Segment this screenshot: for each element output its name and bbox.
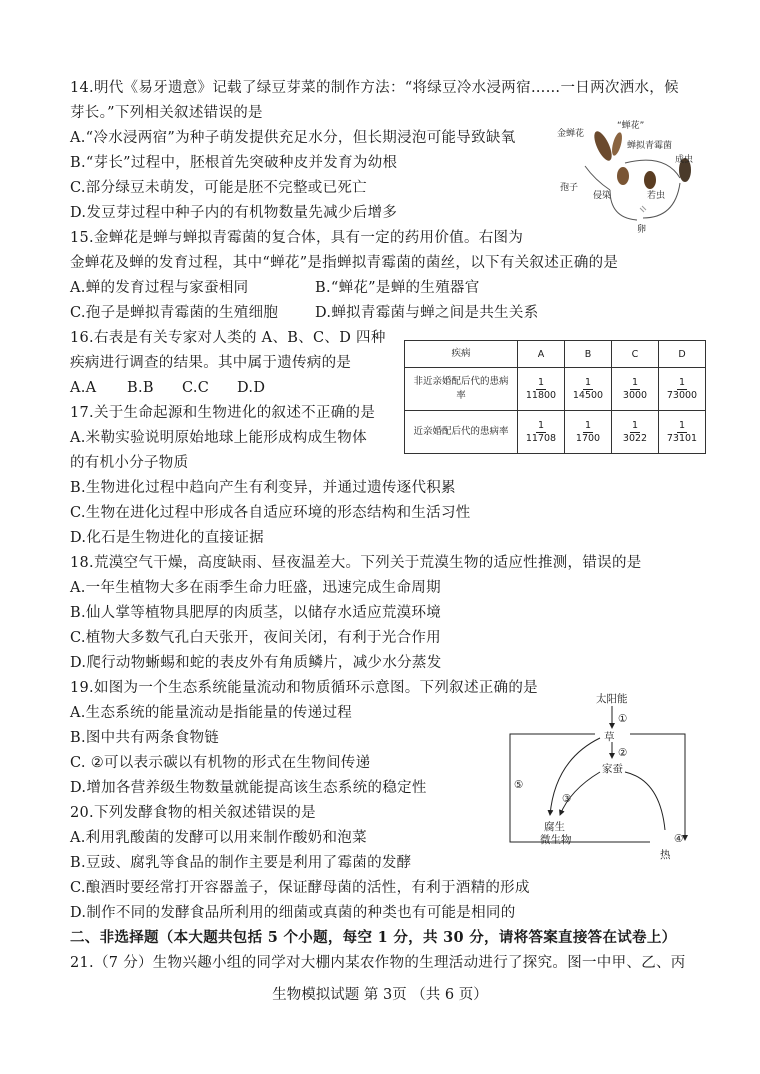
label-circle-1: ① (618, 713, 628, 725)
label-circle-5: ⑤ (514, 779, 524, 791)
table-header-c: C (612, 341, 659, 368)
table-cell (612, 368, 659, 411)
fraction-denominator: 3022 (622, 432, 648, 444)
section-heading-nonchoice: 二、非选择题（本大题共包括 5 个小题，每空 1 分，共 30 分，请将答案直接答在试卷上） (70, 929, 677, 946)
label-spore: 孢子 (560, 183, 579, 193)
label-nymph: 若虫 (647, 191, 666, 201)
table-row-label: 非近亲婚配后代的患病率 (405, 368, 518, 411)
table-header-b: B (565, 341, 612, 368)
label-circle-2: ② (618, 747, 628, 759)
label-fungus: 蝉拟青霉菌 (627, 141, 673, 151)
q18-stem: 18.荒漠空气干燥，高度缺雨、昼夜温差大。下列关于荒漠生物的适应性推测，错误的是 (70, 555, 642, 571)
q18-option-c: C.植物大多数气孔白天张开，夜间关闭，有利于光合作用 (70, 630, 441, 646)
label-circle-3: ③ (562, 793, 572, 805)
q15-option-c: C.孢子是蝉拟青霉菌的生殖细胞 (70, 305, 279, 321)
table-row-label: 近亲婚配后代的患病率 (405, 411, 518, 454)
q18-option-d: D.爬行动物蜥蜴和蛇的表皮外有角质鳞片，减少水分蒸发 (70, 655, 442, 671)
q16-stem-line2: 疾病进行调查的结果。其中属于遗传病的是 (70, 355, 352, 371)
label-egg: 卵 (637, 225, 647, 235)
cicada-flower-image (591, 129, 615, 163)
fraction-denominator: 1700 (575, 432, 601, 444)
ecosystem-diagram (500, 690, 700, 865)
label-heat: 热 (660, 849, 671, 861)
table-row (405, 368, 706, 411)
q16-option-b: B.B (127, 380, 154, 396)
fraction-numerator: 1 (678, 376, 686, 388)
q20-option-b: B.豆豉、腐乳等食品的制作主要是利用了霉菌的发酵 (70, 855, 412, 871)
fraction-numerator: 1 (584, 419, 592, 431)
fraction-denominator: 73101 (666, 432, 698, 444)
fraction-numerator: 1 (537, 419, 545, 431)
q14-option-a: A.“冷水浸两宿”为种子萌发提供充足水分，但长期浸泡可能导致缺氧 (70, 130, 516, 146)
label-grass: 草 (604, 731, 615, 743)
table-header-a: A (518, 341, 565, 368)
q19-stem: 19.如图为一个生态系统能量流动和物质循环示意图。下列叙述正确的是 (70, 680, 538, 696)
q17-stem: 17.关于生命起源和生物进化的叙述不正确的是 (70, 405, 376, 421)
q19-option-a: A.生态系统的能量流动是指能量的传递过程 (70, 705, 353, 721)
fraction-denominator: 73000 (666, 389, 698, 401)
label-chanhua: “蝉花” (617, 121, 645, 131)
fraction-numerator: 1 (584, 376, 592, 388)
fraction-numerator: 1 (631, 419, 639, 431)
q16-option-d: D.D (237, 380, 266, 396)
cycle-arc-left (610, 190, 637, 220)
q17-option-d: D.化石是生物进化的直接证据 (70, 530, 264, 546)
table-header-d: D (659, 341, 706, 368)
q14-stem-line1: 14.明代《易牙遗意》记载了绿豆芽菜的制作方法：“将绿豆冷水浸两宿……一日两次洒水，候 (70, 80, 679, 96)
label-infect: 侵染 (593, 191, 612, 201)
label-golden-cicada-flower: 金蝉花 (557, 129, 585, 139)
q15-option-a: A.蝉的发育过程与家蚕相同 (70, 280, 249, 296)
q15-stem-line1: 15.金蝉花是蝉与蝉拟青霉菌的复合体，具有一定的药用价值。右图为 (70, 230, 524, 246)
q21-stem-line1: 21.（7 分）生物兴趣小组的同学对大棚内某农作物的生理活动进行了探究。图一中甲、乙、丙 (70, 955, 686, 971)
table-cell (565, 368, 612, 411)
q14-stem-line2: 芽长。”下列相关叙述错误的是 (70, 105, 263, 121)
nymph-image (644, 171, 656, 189)
page-footer: 生物模拟试题 第 3页 （共 6 页） (272, 987, 488, 1003)
cicada-lifecycle-figure (555, 118, 705, 238)
q20-option-d: D.制作不同的发酵食品所利用的细菌或真菌的种类也有可能是相同的 (70, 905, 516, 921)
fraction-numerator: 1 (537, 376, 545, 388)
q17-option-c: C.生物在进化过程中形成各自适应环境的形态结构和生活习性 (70, 505, 471, 521)
label-silkworm: 家蚕 (602, 763, 623, 775)
fraction-denominator: 3000 (622, 389, 648, 401)
label-saprophytic: 腐生 (544, 821, 565, 833)
table-cell (518, 368, 565, 411)
q14-option-b: B.“芽长”过程中，胚根首先突破种皮并发育为幼根 (70, 155, 398, 171)
table-header-row (405, 341, 706, 368)
q14-option-c: C.部分绿豆未萌发，可能是胚不完整或已死亡 (70, 180, 367, 196)
q20-option-c: C.酿酒时要经常打开容器盖子，保证酵母菌的活性，有利于酒精的形成 (70, 880, 530, 896)
q17-option-b: B.生物进化过程中趋向产生有利变异，并通过遗传逐代积累 (70, 480, 456, 496)
q15-option-b: B.“蝉花”是蝉的生殖器官 (315, 280, 480, 296)
fraction-numerator: 1 (678, 419, 686, 431)
q20-option-a: A.利用乳酸菌的发酵可以用来制作酸奶和泡菜 (70, 830, 367, 846)
q20-stem: 20.下列发酵食物的相关叙述错误的是 (70, 805, 316, 821)
q18-option-a: A.一年生植物大多在雨季生命力旺盛，迅速完成生命周期 (70, 580, 441, 596)
q17-option-a-line2: 的有机小分子物质 (70, 455, 189, 471)
q19-option-b: B.图中共有两条食物链 (70, 730, 220, 746)
q16-option-c: C.C (182, 380, 210, 396)
fraction-denominator: 14500 (572, 389, 604, 401)
fraction-denominator: 11800 (525, 389, 557, 401)
label-circle-4: ④ (674, 833, 684, 845)
fraction-denominator: 11708 (525, 432, 557, 444)
disease-survey-table (404, 340, 706, 454)
table-row (405, 411, 706, 454)
arrow-4 (630, 734, 685, 840)
table-cell (565, 411, 612, 454)
q17-option-a-line1: A.米勒实验说明原始地球上能形成构成生物体 (70, 430, 367, 446)
table-header-disease: 疾病 (405, 341, 518, 368)
egg-image (640, 206, 646, 212)
fraction-numerator: 1 (631, 376, 639, 388)
q16-option-a: A.A (70, 380, 97, 396)
arrow-5-loop (510, 734, 650, 842)
table-cell (518, 411, 565, 454)
table-cell (659, 368, 706, 411)
q16-stem-line1: 16.右表是有关专家对人类的 A、B、C、D 四种 (70, 330, 386, 346)
q18-option-b: B.仙人掌等植物具肥厚的肉质茎，以储存水适应荒漠环境 (70, 605, 442, 621)
cicada-flower-image-2 (610, 131, 624, 156)
spore-arrow (585, 166, 610, 190)
q15-option-d: D.蝉拟青霉菌与蝉之间是共生关系 (315, 305, 539, 321)
q19-option-d: D.增加各营养级生物数量就能提高该生态系统的稳定性 (70, 780, 427, 796)
table-cell (659, 411, 706, 454)
silkworm-heat-curve (625, 772, 665, 830)
label-microorganism: 微生物 (540, 834, 572, 846)
q14-option-d: D.发豆芽过程中种子内的有机物数量先减少后增多 (70, 205, 398, 221)
q15-stem-line2: 金蝉花及蝉的发育过程，其中“蝉花”是指蝉拟青霉菌的菌丝，以下有关叙述正确的是 (70, 255, 619, 271)
label-solar-energy: 太阳能 (596, 693, 628, 705)
infected-nymph-image (617, 167, 629, 185)
table-cell (612, 411, 659, 454)
q19-option-c: C. ②可以表示碳以有机物的形式在生物间传递 (70, 755, 371, 771)
label-adult: 成虫 (675, 155, 694, 165)
